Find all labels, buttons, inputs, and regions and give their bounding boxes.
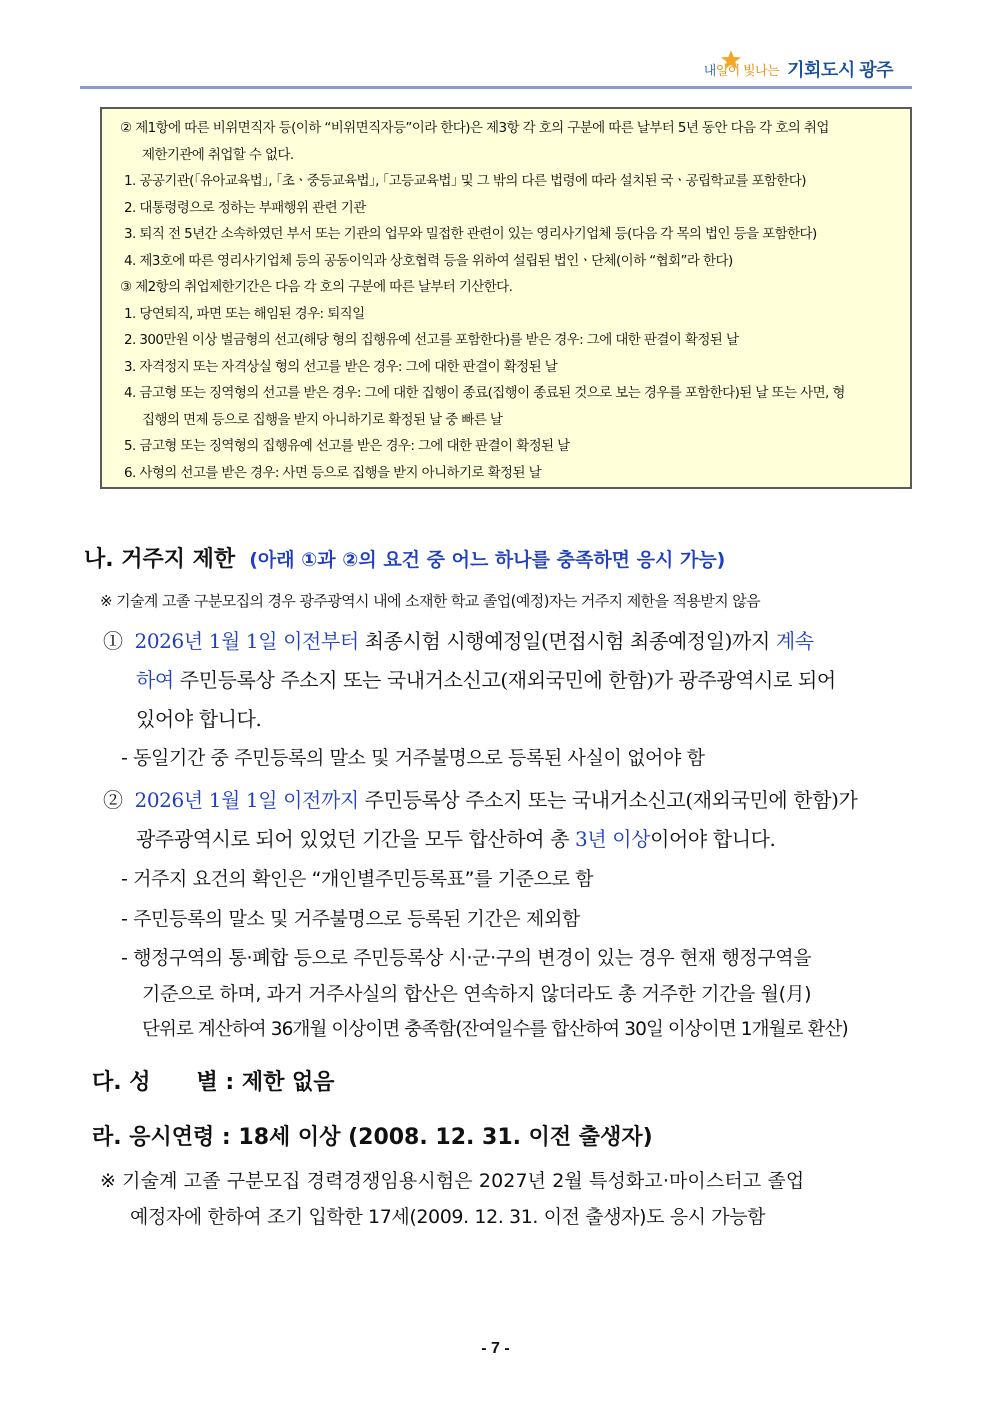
law-line: 제한기관에 취업할 수 없다.: [142, 146, 294, 163]
age-note-line2: 예정자에 한하여 조기 입학한 17세(2009. 12. 31. 이전 출생자)도 응시 가능함: [130, 1206, 766, 1228]
law-line: 4. 금고형 또는 징역형의 선고를 받은 경우: 그에 대한 집행이 종료(집행이 종료된 것으로 보는 경우를 포함한다)된 날 또는 사면, 형: [124, 385, 845, 401]
residence-item1-line3: 있어야 합니다.: [136, 707, 262, 731]
law-line: ② 제1항에 따른 비위면직자 등(이하 “비위면직자등”이라 한다)은 제3항 각 호의 구분에 따른 날부터 5년 동안 다음 각 호의 취업: [120, 120, 829, 136]
brand-slogan: 내일이 빛나는: [703, 62, 780, 78]
section-heading-gender: 다. 성 별 : 제한 없음: [92, 1070, 335, 1095]
residence-item1-line2: 하여 주민등록상 주소지 또는 국내거소신고(재외국민에 한함)가 광주광역시로 되어: [136, 668, 836, 692]
residence-item1-sub: - 동일기간 중 주민등록의 말소 및 거주불명으로 등록된 사실이 없어야 함: [121, 747, 705, 769]
section-title: 나. 거주지 제한: [84, 547, 236, 572]
residence-condition-note: (아래 ①과 ②의 요건 중 어느 하나를 충족하면 응시 가능): [249, 549, 726, 571]
law-line: 3. 자격정지 또는 자격상실 형의 선고를 받은 경우: 그에 대한 판결이 확정된 날: [124, 358, 558, 375]
law-line: 3. 퇴직 전 5년간 소속하였던 부서 또는 기관의 업무와 밀접한 관련이 있는 영리사기업체 등(다음 각 목의 법인 등을 포함한다): [124, 226, 817, 242]
residence-item2-line2: 광주광역시로 되어 있었던 기간을 모두 합산하여 총 3년 이상이어야 합니다.: [136, 827, 776, 851]
law-line: 1. 공공기관(｢유아교육법｣, ｢초ㆍ중등교육법｣, ｢고등교육법｣ 및 그 밖의 다른 법령에 따라 설치된 국ㆍ공립학교를 포함한다): [124, 173, 806, 189]
residence-item1-line1: ① 2026년 1월 1일 이전부터 최종시험 시행예정일(면접시험 최종예정일)까지 계속: [103, 629, 814, 653]
brand-logo: [704, 55, 893, 83]
residence-exception-note: ※ 기술계 고졸 구분모집의 경우 광주광역시 내에 소재한 학교 졸업(예정)자는 거주지 제한을 적용받지 않음: [100, 592, 761, 610]
law-excerpt-box: [100, 107, 912, 489]
law-line: 집행의 면제 등으로 집행을 받지 아니하기로 확정된 날 중 빠른 날: [142, 411, 503, 428]
section-heading-age: 라. 응시연령 : 18세 이상 (2008. 12. 31. 이전 출생자): [92, 1125, 653, 1150]
residence-item2-sub-cont: 기준으로 하며, 과거 거주사실의 합산은 연속하지 않더라도 총 거주한 기간을 월(月): [142, 983, 812, 1005]
star-icon: [720, 49, 742, 71]
law-line: 2. 대통령령으로 정하는 부패행위 관련 기관: [124, 199, 366, 216]
brand-name: 기회도시 광주: [787, 60, 893, 80]
residence-item2-line1: ② 2026년 1월 1일 이전까지 주민등록상 주소지 또는 국내거소신고(재외국민에 한함)가: [103, 788, 858, 812]
residence-item2-sub-cont: 단위로 계산하여 36개월 이상이면 충족함(잔여일수를 합산하여 30일 이상이면 1개월로 환산): [142, 1019, 848, 1040]
age-note-line1: ※ 기술계 고졸 구분모집 경력경쟁임용시험은 2027년 2월 특성화고·마이스터고 졸업: [100, 1170, 805, 1192]
years-requirement: 3년 이상: [575, 827, 651, 851]
law-line: 1. 당연퇴직, 파면 또는 해임된 경우: 퇴직일: [124, 305, 365, 322]
law-line: ③ 제2항의 취업제한기간은 다음 각 호의 구분에 따른 날부터 기산한다.: [120, 279, 513, 295]
item1-date-phrase: 2026년 1월 1일 이전부터: [134, 629, 359, 653]
law-line: 2. 300만원 이상 벌금형의 선고(해당 형의 집행유예 선고를 포함한다)를 받은 경우: 그에 대한 판결이 확정된 날: [124, 332, 739, 348]
item2-date-phrase: 2026년 1월 1일 이전까지: [134, 788, 359, 812]
residence-item2-sub: - 주민등록의 말소 및 거주불명으로 등록된 기간은 제외함: [121, 908, 580, 930]
law-line: 6. 사형의 선고를 받은 경우: 사면 등으로 집행을 받지 아니하기로 확정된 날: [124, 464, 542, 481]
law-line: 5. 금고형 또는 징역형의 집행유예 선고를 받은 경우: 그에 대한 판결이 확정된 날: [124, 438, 570, 454]
section-heading-residence: [84, 542, 725, 573]
header-divider: [80, 86, 912, 89]
residence-item2-sub: - 행정구역의 통·폐합 등으로 주민등록상 시·군·구의 변경이 있는 경우 현재 행정구역을: [121, 947, 812, 969]
law-line: 4. 제3호에 따른 영리사기업체 등의 공동이익과 상호협력 등을 위하여 설립된 법인ㆍ단체(이하 “협회”라 한다): [124, 252, 733, 269]
residence-item2-sub: - 거주지 요건의 확인은 “개인별주민등록표”를 기준으로 함: [121, 868, 594, 890]
page-number: - 7 -: [481, 1340, 510, 1357]
